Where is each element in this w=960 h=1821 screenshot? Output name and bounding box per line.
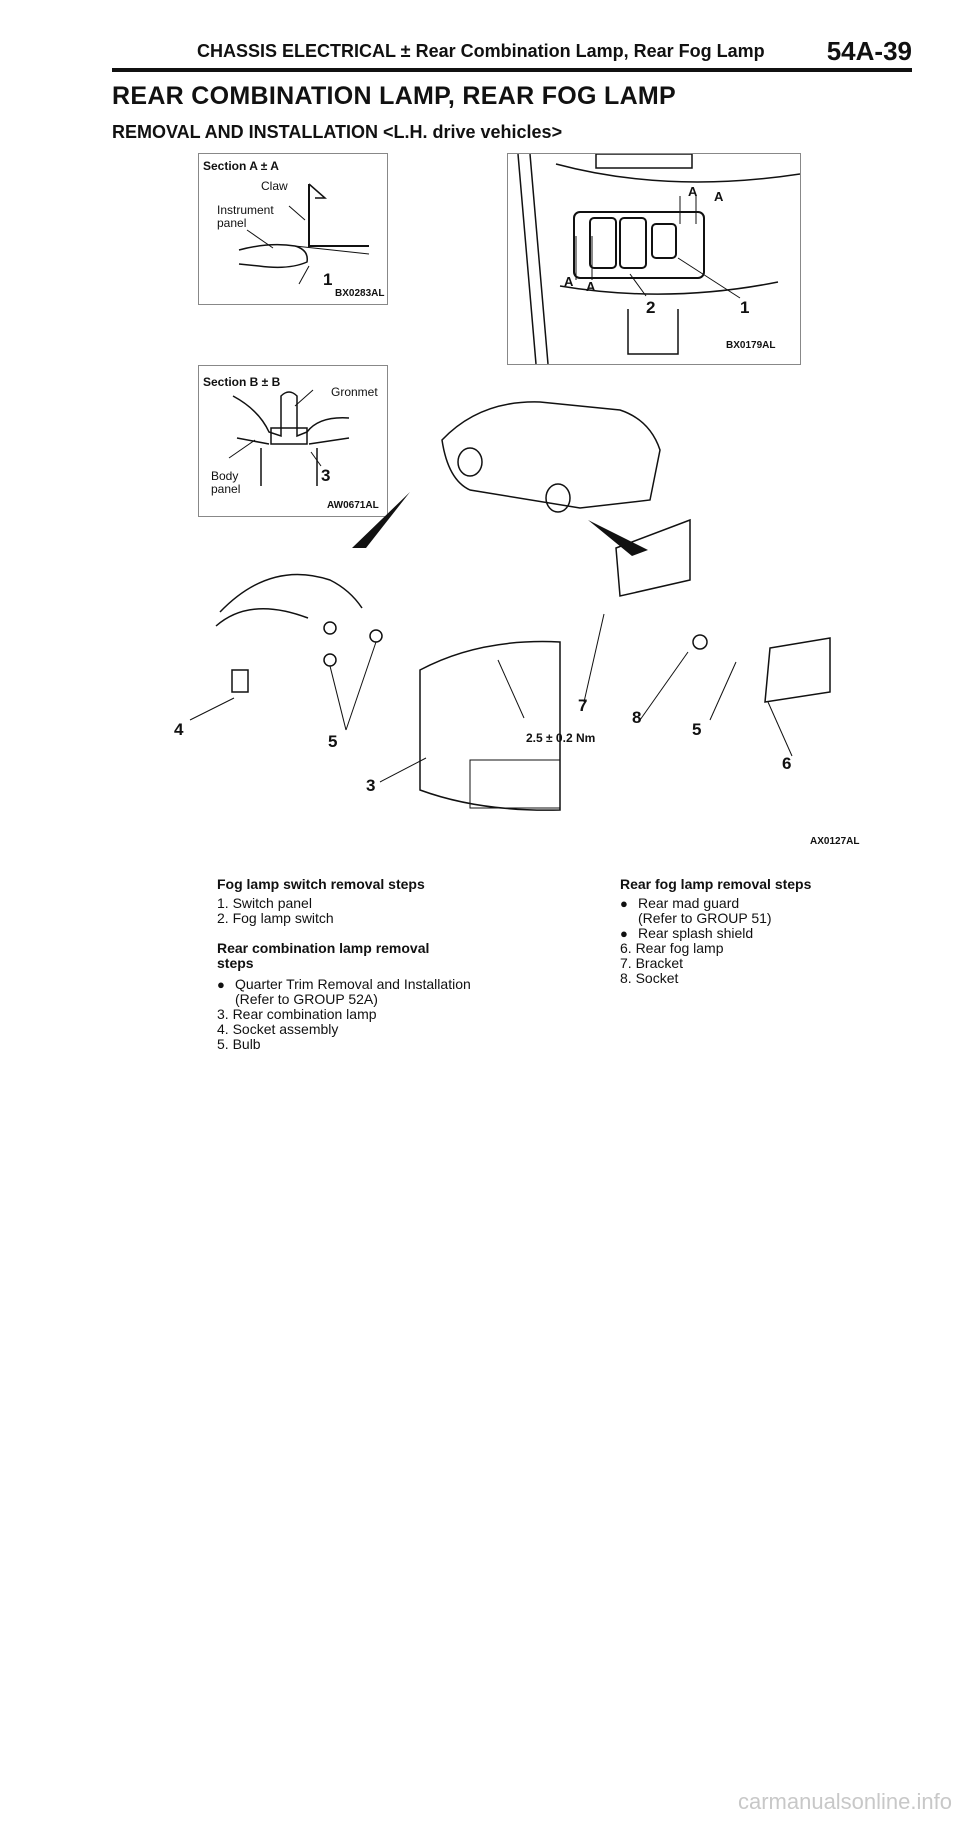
callout-1: 1: [740, 298, 750, 317]
section-b-title: Section B ± B: [203, 375, 281, 389]
page-title: REAR COMBINATION LAMP, REAR FOG LAMP: [112, 82, 677, 110]
steps-title: [217, 941, 517, 971]
figure-code: BX0283AL: [335, 288, 385, 299]
figure-switch-panel: [507, 153, 801, 365]
page-header: [112, 32, 912, 72]
list-item: 5. Bulb: [217, 1036, 261, 1052]
rear-fog-steps: [620, 877, 920, 986]
callout-2: 2: [646, 298, 656, 317]
page-subtitle: REMOVAL AND INSTALLATION <L.H. drive vehicles>: [112, 122, 563, 142]
figure-code: AW0671AL: [327, 500, 379, 511]
list-item: 2. Fog lamp switch: [217, 910, 334, 926]
callout-3: 3: [321, 466, 331, 485]
steps-title: Fog lamp switch removal steps: [217, 876, 425, 892]
steps-title: Rear fog lamp removal steps: [620, 876, 812, 892]
steps-title-line: steps: [217, 955, 254, 971]
torque-spec: 2.5 ± 0.2 Nm: [526, 731, 596, 745]
exploded-view-drawing: [180, 380, 860, 850]
bullet-text: Quarter Trim Removal and Installation: [235, 976, 471, 992]
bullet-text: (Refer to GROUP 52A): [235, 991, 378, 1007]
instrument-label: Instrument: [217, 203, 274, 217]
callout-8: 8: [632, 708, 642, 727]
callout-4: 4: [174, 720, 184, 739]
callout-7: 7: [578, 696, 588, 715]
figure-code: BX0179AL: [726, 340, 776, 351]
callout-5: 5: [328, 732, 338, 751]
bullet-text: (Refer to GROUP 51): [638, 910, 772, 926]
body-label: Body: [211, 469, 239, 483]
callout-3: 3: [366, 776, 376, 795]
list-item: ● Rear splash shield: [620, 926, 920, 941]
page-number: 54A-39: [826, 36, 912, 66]
list-item: 8. Socket: [620, 970, 679, 986]
header-rule: [112, 68, 912, 72]
claw-label: Claw: [261, 179, 288, 193]
fog-switch-steps: [217, 877, 497, 926]
switch-panel-drawing: [508, 154, 800, 364]
list-item: 4. Socket assembly: [217, 1021, 339, 1037]
list-item: [620, 896, 920, 926]
watermark: carmanualsonline.info: [737, 1789, 952, 1814]
figure-exploded-view: [174, 380, 860, 850]
body-panel-label: panel: [211, 482, 241, 496]
section-a-mark: A: [564, 274, 574, 289]
list-item: 6. Rear fog lamp: [620, 940, 724, 956]
section-a-title: Section A ± A: [203, 159, 279, 173]
list-item: 7. Bracket: [620, 955, 684, 971]
list-item: [217, 977, 517, 1007]
callout-5: 5: [692, 720, 702, 739]
bullet-text: Rear mad guard: [638, 895, 740, 911]
figure-code: AX0127AL: [810, 836, 860, 847]
list-item: 1. Switch panel: [217, 895, 312, 911]
section-title: CHASSIS ELECTRICAL ± Rear Combination Lamp, Rear Fog Lamp: [197, 41, 765, 61]
steps-title-line: Rear combination lamp removal: [217, 940, 430, 956]
figure-section-a: [198, 153, 388, 305]
instrument-panel-label: panel: [217, 216, 247, 230]
list-item: 3. Rear combination lamp: [217, 1006, 377, 1022]
callout-6: 6: [782, 754, 792, 773]
gronmet-label: Gronmet: [331, 385, 378, 399]
rear-combo-steps: [217, 941, 517, 1052]
section-a-mark: A: [714, 189, 724, 204]
callout-1: 1: [323, 270, 333, 289]
section-a-mark: A: [586, 279, 596, 294]
section-a-mark: A: [688, 184, 698, 199]
